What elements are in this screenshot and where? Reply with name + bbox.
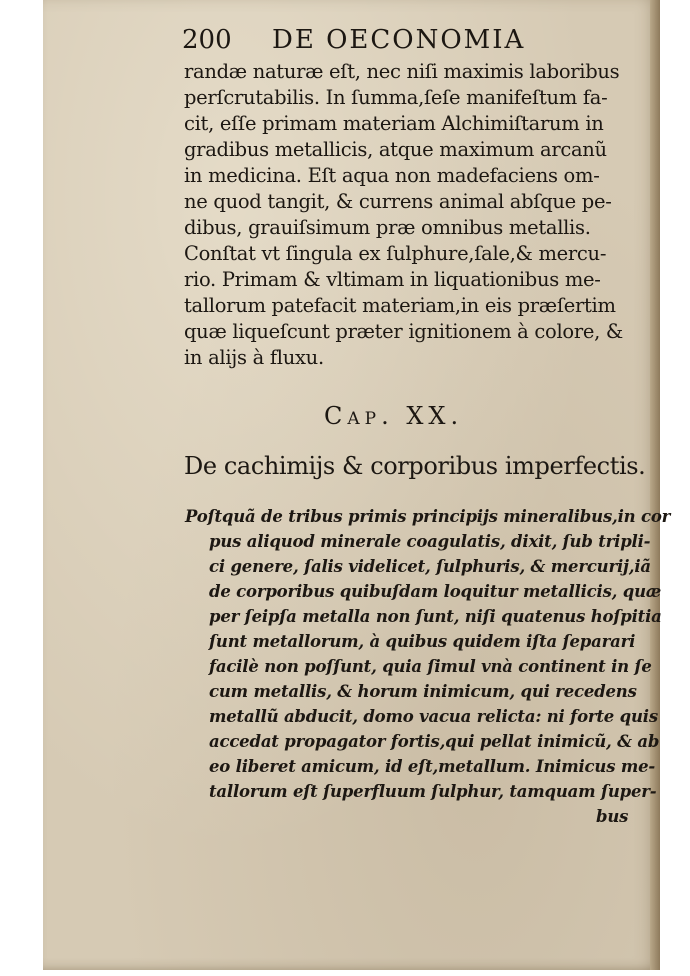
body-line: gradibus metallicis, atque maximum arcanũ	[184, 138, 607, 161]
commentary-line: accedat propagator fortis,qui pellat inimicũ, & ab	[209, 732, 660, 751]
body-line: Conſtat vt ſingula ex ſulphure,ſale,& mercu-	[184, 242, 607, 265]
commentary-line: Poſtquã de tribus primis principijs mineralibus,in cor	[185, 507, 671, 526]
body-line: tallorum patefacit materiam,in eis præſertim	[184, 294, 616, 317]
body-line: in alijs à fluxu.	[184, 346, 324, 369]
commentary-line: ci genere, ſalis videlicet, ſulphuris, & mercurij,iã	[209, 557, 651, 576]
page-edge	[650, 0, 660, 970]
commentary-line: eo liberet amicum, id eſt,metallum. Inimicus me-	[209, 757, 656, 776]
body-line: rio. Primam & vltimam in liquationibus me-	[184, 268, 601, 291]
commentary-line: facilè non poſſunt, quia ſimul vnà continent in ſe	[209, 657, 652, 676]
commentary-line: per ſeipſa metalla non ſunt, niſi quatenus hoſpitia	[209, 607, 662, 626]
body-line: perſcrutabilis. In ſumma,ſeſe manifeſtum fa-	[184, 86, 608, 109]
commentary-line: cum metallis, & horum inimicum, qui recedens	[209, 682, 637, 701]
commentary-line: pus aliquod minerale coagulatis, dixit, ſub tripli-	[209, 532, 651, 551]
commentary-line: de corporibus quibuſdam loquitur metallicis, quæ	[209, 582, 662, 601]
commentary-line: ſunt metallorum, à quibus quidem iſta ſeparari	[209, 632, 636, 651]
body-line: cit, eſſe primam materiam Alchimiſtarum in	[184, 112, 604, 135]
body-line: dibus, grauiſsimum præ omnibus metallis.	[184, 216, 591, 239]
commentary-line: metallũ abducit, domo vacua relicta: ni forte quis	[209, 707, 658, 726]
running-title: DE OECONOMIA	[272, 25, 526, 55]
chapter-heading: Cap. XX.	[324, 402, 464, 430]
body-line: in medicina. Eſt aqua non madefaciens om-	[184, 164, 600, 187]
body-line: ne quod tangit, & currens animal abſque pe-	[184, 190, 612, 213]
commentary-line: bus	[596, 807, 629, 826]
chapter-subtitle: De cachimijs & corporibus imperfectis.	[184, 452, 646, 480]
body-line: quæ liqueſcunt præter ignitionem à colore, &	[184, 320, 623, 343]
body-line: randæ naturæ eſt, nec niſi maximis laboribus	[184, 60, 620, 83]
page-number: 200	[182, 25, 232, 55]
commentary-line: tallorum eſt ſuperfluum ſulphur, tamquam ſuper-	[209, 782, 657, 801]
